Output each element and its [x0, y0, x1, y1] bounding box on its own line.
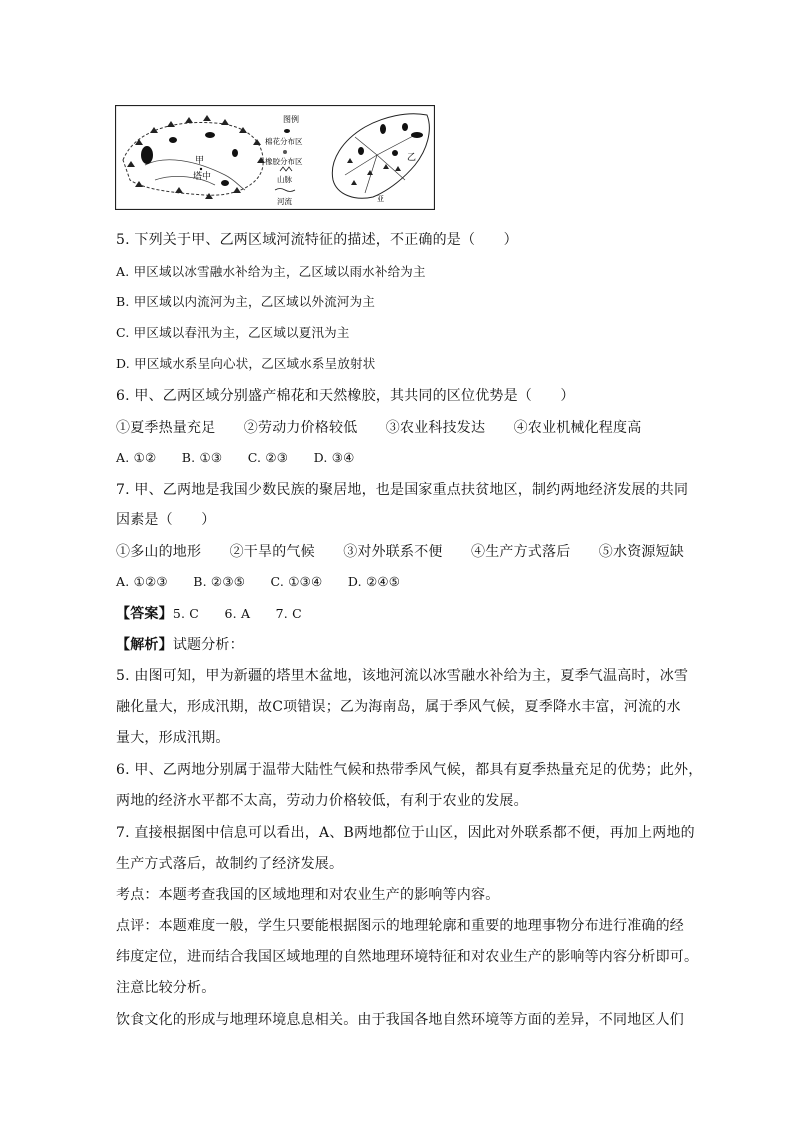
- question-7-choices: ①多山的地形 ②干旱的气候 ③对外联系不便 ④生产方式落后 ⑤水资源短缺: [116, 544, 684, 560]
- question-6-choices: ①夏季热量充足 ②劳动力价格较低 ③农业科技发达 ④农业机械化程度高: [116, 420, 642, 436]
- analysis-line: 纬度定位，进而结合我国区域地理的自然地理环境特征和对农业生产的影响等内容分析即可。: [116, 949, 699, 965]
- question-5-option-b: B. 甲区域以内流河为主，乙区域以外流河为主: [116, 294, 376, 309]
- question-5-option-a: A. 甲区域以冰雪融水补给为主，乙区域以雨水补给为主: [116, 264, 426, 279]
- analysis-line: 量大，形成汛期。: [116, 730, 230, 746]
- map-label-yi: 乙: [407, 153, 417, 163]
- question-6-options: A. ①② B. ①③ C. ②③ D. ③④: [116, 450, 355, 465]
- answer-label: 【答案】: [116, 606, 173, 622]
- analysis-line: 点评：本题难度一般，学生只要能根据图示的地理轮廓和重要的地理事物分布进行准确的经: [116, 918, 684, 934]
- question-7-stem-line1: 7. 甲、乙两地是我国少数民族的聚居地，也是国家重点扶贫地区，制约两地经济发展的共同: [116, 482, 689, 498]
- question-5-stem: 5. 下列关于甲、乙两区域河流特征的描述，不正确的是（ ）: [116, 232, 518, 248]
- map-label-tazhong: 塔中: [193, 172, 212, 182]
- analysis-line: 7. 直接根据图中信息可以看出，A、B两地都位于山区，因此对外联系都不便，再加上两地的: [116, 825, 695, 841]
- analysis-intro: 试题分析：: [172, 637, 244, 653]
- question-5-option-c: C. 甲区域以春汛为主，乙区域以夏汛为主: [116, 325, 350, 340]
- question-5-option-d: D. 甲区域水系呈向心状，乙区域水系呈放射状: [116, 356, 376, 371]
- legend-rubber: 橡胶分布区: [265, 157, 303, 166]
- question-7-options: A. ①②③ B. ②③⑤ C. ①③④ D. ②④⑤: [116, 574, 401, 589]
- answer-line: [116, 603, 302, 623]
- analysis-line: 考点：本题考查我国的区域地理和对农业生产的影响等内容。: [116, 887, 500, 903]
- analysis-line: 6. 甲、乙两地分别属于温带大陆性气候和热带季风气候，都具有夏季热量充足的优势；此外，: [116, 762, 703, 778]
- map-label-ya: 亚: [377, 195, 384, 203]
- region-map-figure: [115, 105, 435, 210]
- legend-river: 河流: [277, 197, 292, 206]
- analysis-line: 融化量大，形成汛期，故C项错误；乙为海南岛，属于季风气候，夏季降水丰富，河流的水: [116, 699, 681, 715]
- analysis-line: 5. 由图可知，甲为新疆的塔里木盆地，该地河流以冰雪融水补给为主，夏季气温高时，冰雪: [116, 668, 689, 684]
- analysis-label: 【解析】: [116, 637, 173, 653]
- legend-cotton: 棉花分布区: [265, 137, 303, 146]
- map-label-jia: 甲: [195, 156, 205, 166]
- analysis-header: [116, 634, 244, 654]
- question-7-stem-line2: 因素是（ ）: [116, 512, 216, 528]
- legend-title: 图例: [283, 115, 299, 124]
- analysis-line: 生产方式落后，故制约了经济发展。: [116, 856, 344, 872]
- analysis-line: 饮食文化的形成与地理环境息息相关。由于我国各地自然环境等方面的差异，不同地区人们: [116, 1012, 684, 1028]
- analysis-line: 注意比较分析。: [116, 980, 216, 996]
- answer-text: 5. C 6. A 7. C: [172, 606, 302, 621]
- legend-mountain: 山脉: [277, 175, 292, 184]
- question-6-stem: 6. 甲、乙两区域分别盛产棉花和天然橡胶，其共同的区位优势是（ ）: [116, 388, 575, 404]
- analysis-line: 两地的经济水平都不太高，劳动力价格较低，有利于农业的发展。: [116, 793, 528, 809]
